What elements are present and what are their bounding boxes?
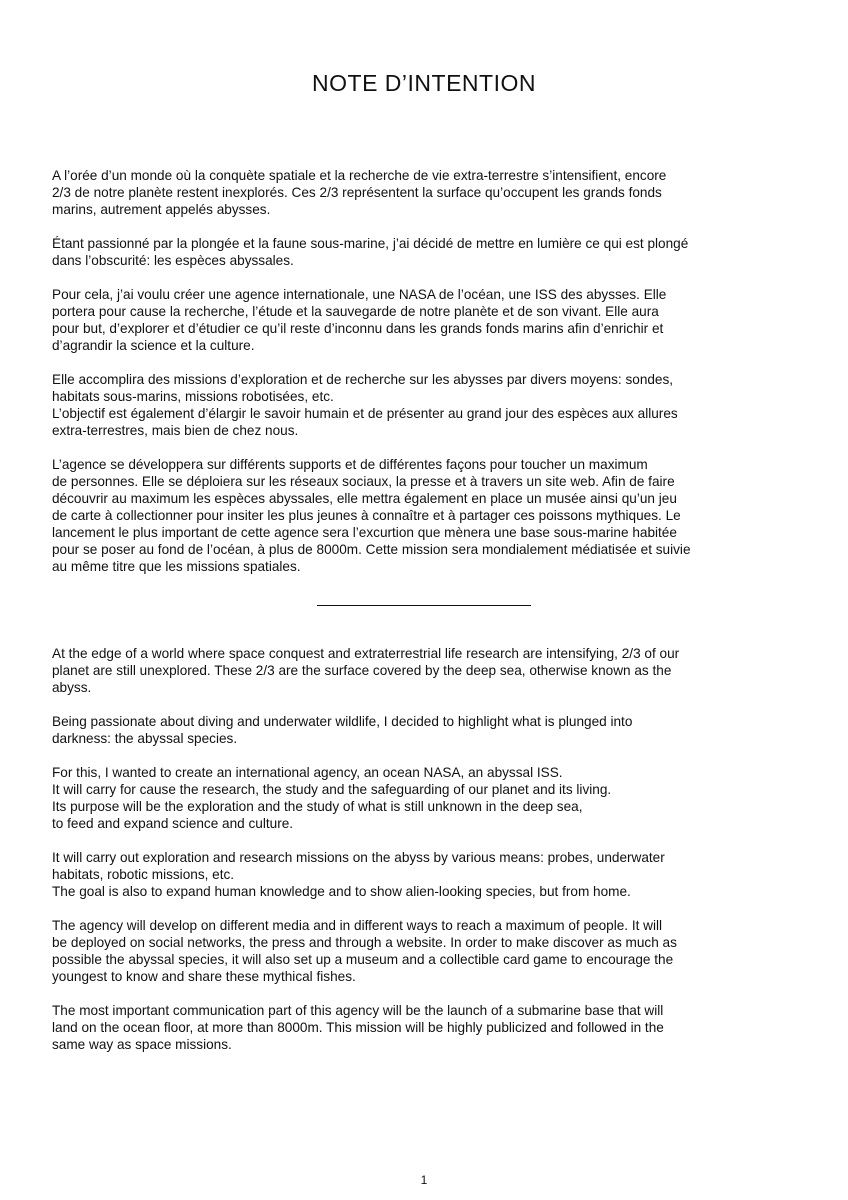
english-paragraph-1: At the edge of a world where space conquest and extraterrestrial life research are intensifying, 2/3 of our planet are still unexplored. These 2/3 are the surface covered by the deep sea, otherwise known as the abyss. bbox=[52, 646, 680, 695]
french-section bbox=[52, 167, 804, 592]
french-paragraph-5: L’agence se développera sur différents supports et de différentes façons pour toucher un maximum de personnes. Elle se déploiera sur les réseaux sociaux, la presse et à travers un site web. Afin de faire découvrir au maximum les espèces abyssales, elle mettra également en place un musée ainsi qu’un jeu de carte à collectionner pour insiter les plus jeunes à connaître et à partager ces poissons mythiques. Le lancement le plus important de cette agence sera l’excurtion que mènera une base sous-marine habitée pour se poser au fond de l’océan, à plus de 8000m. Cette mission sera mondialement médiatisée et suivie au même titre que les missions spatiales. bbox=[52, 457, 691, 574]
page-title: NOTE D’INTENTION bbox=[312, 70, 536, 96]
english-paragraph-5: The agency will develop on different media and in different ways to reach a maximum of people. It will be deployed on social networks, the press and through a website. In order to make discover as much as possible the abyssal species, it will also set up a museum and a collectible card game to encourage the youngest to know and share these mythical fishes. bbox=[52, 918, 677, 984]
english-section bbox=[52, 645, 804, 1070]
english-paragraph-4: It will carry out exploration and research missions on the abyss by various means: probes, underwater habitats, robotic missions, etc. The goal is also to expand human knowledge and to show alien-looking species, but from home. bbox=[52, 850, 665, 899]
french-paragraph-1: A l’orée d’un monde où la conquète spatiale et la recherche de vie extra-terrestre s’intensifient, encore 2/3 de notre planète restent inexplorés. Ces 2/3 représentent la surface qu’occupent les grands fonds marins, autrement appelés abysses. bbox=[52, 168, 667, 217]
page-number: 1 bbox=[420, 1173, 428, 1187]
english-paragraph-3: For this, I wanted to create an international agency, an ocean NASA, an abyssal ISS. It will carry for cause the research, the study and the safeguarding of our planet and its living. Its purpose will be the exploration and the study of what is still unknown in the deep sea, to feed and expand science and culture. bbox=[52, 765, 612, 831]
section-divider bbox=[317, 605, 531, 606]
french-paragraph-3: Pour cela, j’ai voulu créer une agence internationale, une NASA de l’océan, une ISS des abysses. Elle portera pour cause la recherche, l’étude et la sauvegarde de notre planète et de son vivant. Elle aura pour but, d’explorer et d’étudier ce qu’il reste d’inconnu dans les grands fonds marins afin d’enrichir et d’agrandir la science et la culture. bbox=[52, 287, 667, 353]
french-paragraph-4: Elle accomplira des missions d’exploration et de recherche sur les abysses par divers moyens: sondes, habitats sous-marins, missions robotisées, etc. L’objectif est également d’élargir le savoir humain et de présenter au grand jour des espèces aux allures extra-terrestres, mais bien de chez nous. bbox=[52, 372, 678, 438]
english-paragraph-2: Being passionate about diving and underwater wildlife, I decided to highlight what is plunged into darkness: the abyssal species. bbox=[52, 714, 633, 746]
french-paragraph-2: Étant passionné par la plongée et la faune sous-marine, j’ai décidé de mettre en lumière ce qui est plongé dans l’obscurité: les espèces abyssales. bbox=[52, 236, 689, 268]
english-paragraph-6: The most important communication part of this agency will be the launch of a submarine base that will land on the ocean floor, at more than 8000m. This mission will be highly publicized and followed in the same way as space missions. bbox=[52, 1003, 664, 1052]
